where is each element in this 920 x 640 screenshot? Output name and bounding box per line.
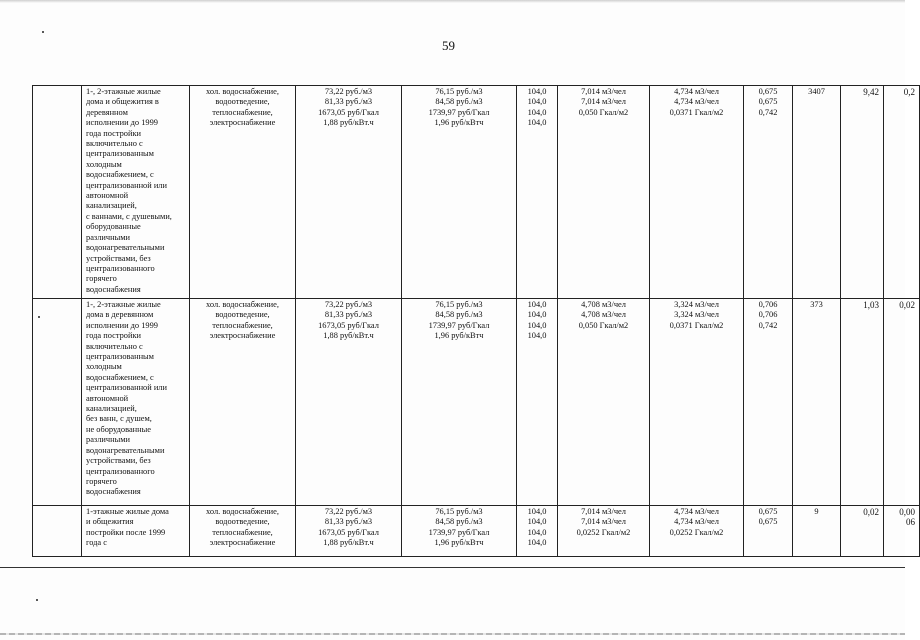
index-line: 104,0 <box>527 107 547 117</box>
index-line: 104,0 <box>527 527 547 537</box>
value-3-cell: 0,00 06 <box>884 506 920 557</box>
building-description: 1-этажные жилые дома и общежития постройки после 1999 года с <box>82 506 190 557</box>
index-line: 104,0 <box>527 300 547 309</box>
building-description: 1-, 2-этажные жилые дома и общежития в деревянном исполнении до 1999 года постройки включительно с централизованным холодным водоснабжением, с централизованной или автономной канализацией, с ваннами, с душевыми, оборудованные различными водонагревательными устройствами, без централизованного горячего водоснабжения <box>82 86 190 299</box>
index-line: 104,0 <box>527 507 547 516</box>
tariff-new-line: 76,15 руб./м3 <box>435 300 483 309</box>
services-cell <box>190 506 296 557</box>
tariff-base-line: 1,88 руб/кВт.ч <box>323 538 374 548</box>
tariff-new-line: 1,96 руб/кВтч <box>434 118 484 128</box>
tariff-new-line: 1739,97 руб/Гкал <box>428 107 490 117</box>
coefficient-cell <box>744 299 793 506</box>
scan-speck <box>42 31 44 33</box>
tariff-new-line: 1739,97 руб/Гкал <box>428 527 490 537</box>
tariff-base-line: 73,22 руб./м3 <box>324 300 373 309</box>
norm-a-line: 7,014 м3/чел <box>581 507 626 516</box>
scan-edge-top <box>0 0 905 3</box>
tariff-base-line: 73,22 руб./м3 <box>324 87 373 96</box>
tariff-base-line: 1673,05 руб/Гкал <box>318 320 379 330</box>
index-line: 104,0 <box>527 118 547 128</box>
coef-line: 0,706 <box>758 310 778 320</box>
table-row <box>33 86 920 299</box>
tariff-base-line: 1,88 руб/кВт.ч <box>323 331 374 341</box>
coef-line: 0,675 <box>758 87 778 96</box>
coef-line: 0,706 <box>758 300 778 309</box>
building-description: 1-, 2-этажные жилые дома в деревянном исполнении до 1999 года постройки включительно с централизованным холодным водоснабжением, с централизованной или автономной канализацией, без ванн, с душем, не оборудованные различными водонагревательными устройствами, без централизованного горячего водоснабжения <box>82 299 190 506</box>
page-bottom-rule <box>0 567 905 568</box>
value-1-cell: 373 <box>793 299 841 506</box>
services-line: водоотведение, <box>215 517 270 527</box>
norm-b-line: 3,324 м3/чел <box>674 310 719 320</box>
services-line: водоотведение, <box>215 97 270 107</box>
page-number: 59 <box>442 38 455 53</box>
tariff-base-line: 1,88 руб/кВт.ч <box>323 118 374 128</box>
services-line: теплоснабжение, <box>212 107 273 117</box>
norm-a-line: 7,014 м3/чел <box>581 97 626 107</box>
tariff-new-cell <box>402 299 517 506</box>
blank-cell <box>33 506 82 557</box>
value-2-cell: 9,42 <box>841 86 884 299</box>
table-row <box>33 299 920 506</box>
services-line: хол. водоснабжение, <box>206 87 279 96</box>
value-1-cell: 9 <box>793 506 841 557</box>
norm-b-line: 4,734 м3/чел <box>674 87 719 96</box>
tariff-new-line: 76,15 руб./м3 <box>435 87 483 96</box>
value-1-cell: 3407 <box>793 86 841 299</box>
norm-b-line: 0,0252 Гкал/м2 <box>669 527 724 537</box>
tariff-base-line: 1673,05 руб/Гкал <box>318 527 379 537</box>
norm-b-line: 0,0371 Гкал/м2 <box>669 107 724 117</box>
coefficient-cell <box>744 506 793 557</box>
norm-a-cell <box>558 299 650 506</box>
tariff-new-line: 1739,97 руб/Гкал <box>428 320 490 330</box>
norm-b-line: 4,734 м3/чел <box>674 507 719 516</box>
services-cell <box>190 299 296 506</box>
norm-b-line: 4,734 м3/чел <box>674 97 719 107</box>
coef-line: 0,742 <box>758 107 778 117</box>
tariff-base-cell <box>296 506 402 557</box>
tariff-base-cell <box>296 299 402 506</box>
services-line: водоотведение, <box>215 310 270 320</box>
coef-line: 0,675 <box>758 517 778 527</box>
services-line: теплоснабжение, <box>212 320 273 330</box>
tariff-new-cell <box>402 506 517 557</box>
services-line: электроснабжение <box>209 538 276 548</box>
tariff-base-line: 81,33 руб./м3 <box>324 97 373 107</box>
tariff-base-cell <box>296 86 402 299</box>
norm-a-line: 7,014 м3/чел <box>581 517 626 527</box>
value-2-cell: 1,03 <box>841 299 884 506</box>
index-line: 104,0 <box>527 517 547 527</box>
norm-a-line: 0,050 Гкал/м2 <box>578 107 629 117</box>
tariff-base-line: 73,22 руб./м3 <box>324 507 373 516</box>
norm-a-line: 0,050 Гкал/м2 <box>578 320 629 330</box>
norm-b-cell <box>650 299 744 506</box>
norm-b-cell <box>650 506 744 557</box>
services-line: электроснабжение <box>209 331 276 341</box>
index-line: 104,0 <box>527 331 547 341</box>
table-row <box>33 506 920 557</box>
tariff-base-line: 81,33 руб./м3 <box>324 517 373 527</box>
index-cell <box>517 506 558 557</box>
blank-cell <box>33 299 82 506</box>
index-cell <box>517 299 558 506</box>
index-line: 104,0 <box>527 87 547 96</box>
services-line: хол. водоснабжение, <box>206 300 279 309</box>
norm-a-line: 7,014 м3/чел <box>581 87 626 96</box>
tariff-new-line: 1,96 руб/кВтч <box>434 331 484 341</box>
value-3-cell: 0,02 <box>884 299 920 506</box>
tariff-new-line: 76,15 руб./м3 <box>435 507 483 516</box>
services-line: теплоснабжение, <box>212 527 273 537</box>
index-line: 104,0 <box>527 320 547 330</box>
norm-b-cell <box>650 86 744 299</box>
norm-b-line: 0,0371 Гкал/м2 <box>669 320 724 330</box>
scan-speck <box>36 599 38 601</box>
tariff-new-line: 1,96 руб/кВтч <box>434 538 484 548</box>
services-line: электроснабжение <box>209 118 276 128</box>
tariff-table <box>32 85 920 557</box>
coef-line: 0,742 <box>758 320 778 330</box>
index-cell <box>517 86 558 299</box>
scan-edge-bottom <box>0 633 905 635</box>
tariff-new-cell <box>402 86 517 299</box>
tariff-base-line: 1673,05 руб/Гкал <box>318 107 379 117</box>
blank-cell <box>33 86 82 299</box>
norm-a-line: 0,0252 Гкал/м2 <box>576 527 631 537</box>
index-line: 104,0 <box>527 538 547 548</box>
norm-a-line: 4,708 м3/чел <box>581 300 626 309</box>
services-line: хол. водоснабжение, <box>206 507 279 516</box>
tariff-new-line: 84,58 руб./м3 <box>435 97 483 107</box>
tariff-new-line: 84,58 руб./м3 <box>435 310 483 320</box>
value-2-cell: 0,02 <box>841 506 884 557</box>
value-3-cell: 0,2 <box>884 86 920 299</box>
coef-line: 0,675 <box>758 507 778 516</box>
norm-b-line: 4,734 м3/чел <box>674 517 719 527</box>
norm-b-line: 3,324 м3/чел <box>674 300 719 309</box>
norm-a-line: 4,708 м3/чел <box>581 310 626 320</box>
tariff-new-line: 84,58 руб./м3 <box>435 517 483 527</box>
index-line: 104,0 <box>527 310 547 320</box>
coef-line: 0,675 <box>758 97 778 107</box>
tariff-base-line: 81,33 руб./м3 <box>324 310 373 320</box>
norm-a-cell <box>558 506 650 557</box>
services-cell <box>190 86 296 299</box>
coefficient-cell <box>744 86 793 299</box>
index-line: 104,0 <box>527 97 547 107</box>
norm-a-cell <box>558 86 650 299</box>
